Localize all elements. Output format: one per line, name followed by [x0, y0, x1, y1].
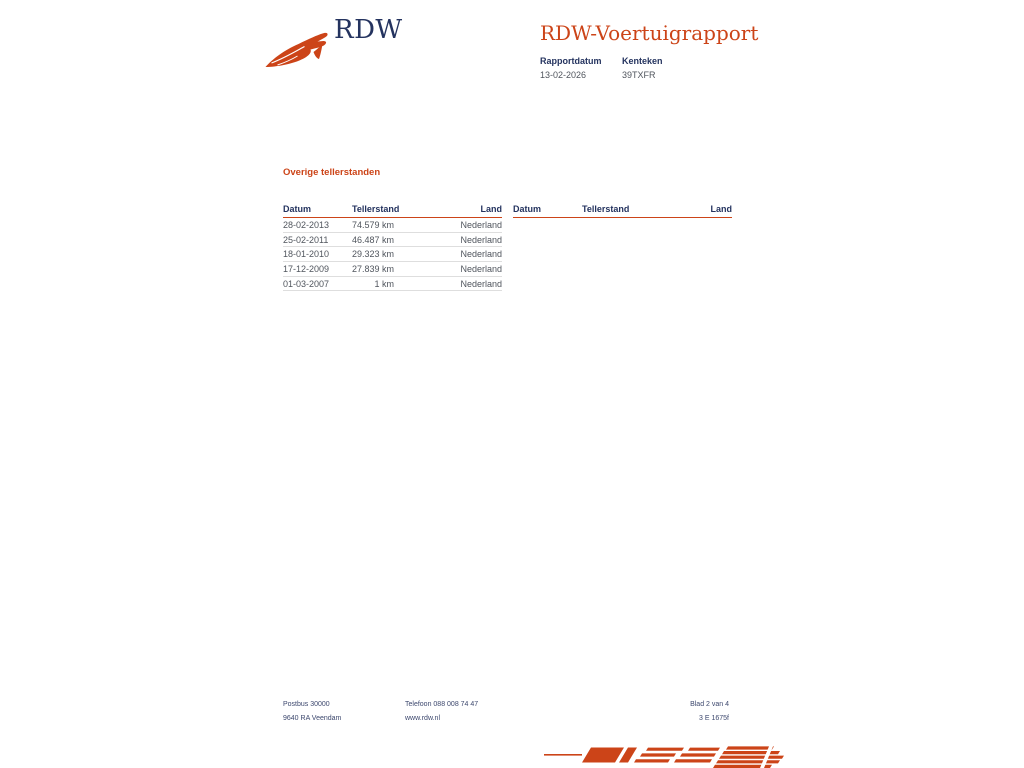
footer-form-code: 3 E 1675f: [699, 715, 729, 722]
land-cell: Nederland: [460, 263, 502, 274]
footer-phone: Telefoon 088 008 74 47: [405, 701, 479, 708]
odometer-table-left: [283, 204, 502, 291]
land-cell: Nederland: [460, 234, 502, 245]
column-header-land: Land: [710, 204, 732, 214]
odometer-tables: [283, 204, 732, 291]
license-plate-value: 39TXFR: [622, 69, 656, 80]
rdw-logo-text: RDW: [334, 15, 403, 45]
tellerstand-cell: 27.839 km: [352, 263, 395, 274]
table-row: [283, 247, 502, 262]
table-row: [283, 262, 502, 277]
page-footer: [283, 701, 729, 729]
datum-cell: 25-02-2011: [283, 234, 329, 245]
footer-website: www.rdw.nl: [405, 715, 441, 722]
datum-cell: 01-03-2007: [283, 278, 330, 289]
footer-line-2: [283, 715, 729, 729]
tellerstand-cell: 29.323 km: [352, 249, 395, 260]
column-header-datum: Datum: [283, 204, 312, 214]
table-row: [283, 233, 502, 248]
column-header-datum: Datum: [513, 204, 542, 214]
column-header-land: Land: [480, 204, 502, 214]
footer-line-1: [283, 701, 729, 715]
license-plate-label: Kenteken: [622, 56, 663, 66]
table-row: [283, 277, 502, 292]
section-heading: Overige tellerstanden: [283, 167, 381, 178]
table-header-row: [283, 204, 502, 218]
datum-cell: 28-02-2013: [283, 219, 330, 230]
column-header-tellerstand: Tellerstand: [352, 204, 400, 214]
tellerstand-cell: 46.487 km: [352, 234, 395, 245]
report-meta: [540, 56, 663, 80]
speed-stripes-icon: [544, 744, 786, 768]
land-cell: Nederland: [460, 249, 502, 260]
table-header-row: [513, 204, 732, 218]
table-body: [283, 218, 502, 291]
datum-cell: 17-12-2009: [283, 263, 330, 274]
odometer-table-right: [513, 204, 732, 291]
report-date-field: [540, 56, 622, 80]
tellerstand-cell: 1 km: [374, 278, 394, 289]
tellerstand-cell: 74.579 km: [352, 219, 395, 230]
column-header-tellerstand: Tellerstand: [582, 204, 630, 214]
license-plate-field: [622, 56, 663, 80]
datum-cell: 18-01-2010: [283, 249, 330, 260]
land-cell: Nederland: [460, 278, 502, 289]
page-title: RDW-Voertuigrapport: [540, 21, 759, 45]
rdw-swoosh-icon: [264, 32, 331, 69]
table-row: [283, 218, 502, 233]
footer-page-indicator: Blad 2 van 4: [690, 701, 729, 708]
land-cell: Nederland: [460, 219, 502, 230]
report-date-label: Rapportdatum: [540, 56, 602, 66]
report-date-value: 13-02-2026: [540, 69, 587, 80]
footer-city: 9640 RA Veendam: [283, 715, 342, 722]
footer-postbus: Postbus 30000: [283, 701, 330, 708]
